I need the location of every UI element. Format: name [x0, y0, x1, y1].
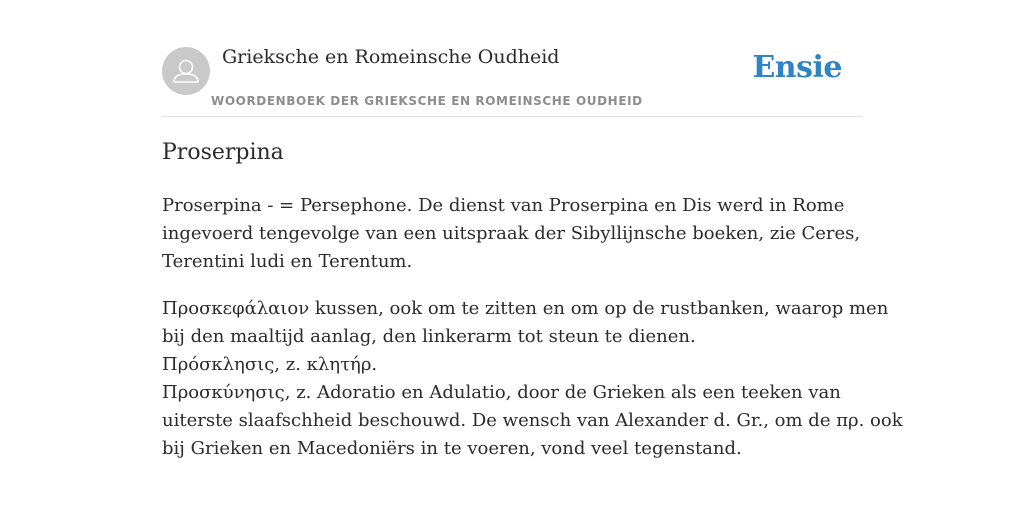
entry-title: Proserpina	[162, 140, 284, 165]
brand-logo[interactable]: Ensie	[752, 50, 842, 85]
source-title[interactable]: Grieksche en Romeinsche Oudheid	[222, 46, 560, 68]
text-line: bij Grieken en Macedoniërs in te voeren, vond veel tegenstand.	[162, 438, 742, 459]
text-line: uiterste slaafschheid beschouwd. De wensch van Alexander d. Gr., om de πρ. ook	[162, 410, 903, 431]
entry-paragraph	[162, 192, 862, 276]
entry-page	[162, 0, 903, 459]
user-avatar-icon[interactable]	[162, 47, 210, 95]
person-outline-icon	[162, 47, 210, 95]
source-header	[162, 0, 862, 117]
text-line: Terentini ludi en Terentum.	[162, 251, 413, 272]
text-line: Πρόσκλησις, z. κλητήρ.	[162, 354, 378, 375]
source-subtitle: WOORDENBOEK DER GRIEKSCHE EN ROMEINSCHE OUDHEID	[211, 94, 643, 108]
text-line: ingevoerd tengevolge van een uitspraak der Sibyllijnsche boeken, zie Ceres,	[162, 223, 861, 244]
text-line: Προσκύνησις, z. Adoratio en Adulatio, door de Grieken als een teeken van	[162, 382, 841, 403]
text-line: Proserpina - = Persephone. De dienst van Proserpina en Dis werd in Rome	[162, 195, 845, 216]
entry-paragraph	[162, 295, 903, 463]
text-line: bij den maaltijd aanlag, den linkerarm tot steun te dienen.	[162, 326, 696, 347]
entry-body	[162, 192, 903, 482]
text-line: Προσκεφάλαιον kussen, ook om te zitten en om op de rustbanken, waarop men	[162, 298, 889, 319]
